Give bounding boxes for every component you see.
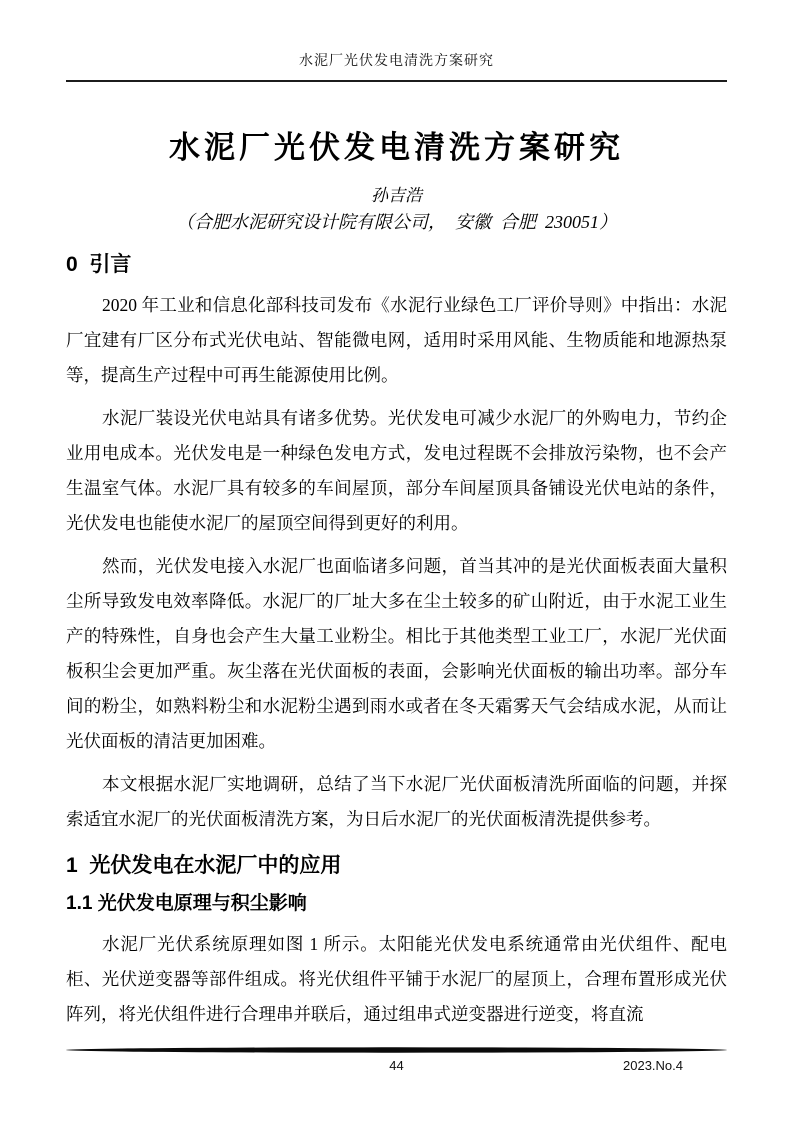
section-heading-0-introduction: 0 引言 [66, 253, 132, 276]
paragraph-4: 本文根据水泥厂实地调研，总结了当下水泥厂光伏面板清洗所面临的问题，并探索适宜水泥厂的光伏面板清洗方案，为日后水泥厂的光伏面板清洗提供参考。 [66, 774, 727, 829]
paragraph-5: 水泥厂光伏系统原理如图 1 所示。太阳能光伏发电系统通常由光伏组件、配电柜、光伏逆变器等部件组成。将光伏组件平铺于水泥厂的屋顶上，合理布置形成光伏阵列，将光伏组件进行合理串并联后，通过组串式逆变器进行逆变，将直流 [66, 934, 727, 1024]
issue-number: 2023.No.4 [623, 1058, 683, 1073]
author-name: 孙吉浩 [371, 186, 422, 205]
article-title: 水泥厂光伏发电清洗方案研究 [169, 130, 624, 165]
author-affiliation: （合肥水泥研究设计院有限公司， 安徽 合肥 230051） [176, 212, 617, 232]
section-heading-1-1: 1.1 光伏发电原理与积尘影响 [66, 893, 307, 914]
running-title: 水泥厂光伏发电清洗方案研究 [299, 54, 494, 69]
footer-rule [66, 1046, 727, 1054]
page-header [66, 52, 727, 82]
article-body [66, 124, 727, 1032]
footer-text-row [66, 1056, 727, 1076]
page-footer [66, 1046, 727, 1076]
section-heading-1: 1 光伏发电在水泥厂中的应用 [66, 854, 342, 877]
paragraph-3: 然而，光伏发电接入水泥厂也面临诸多问题，首当其冲的是光伏面板表面大量积尘所导致发电效率降低。水泥厂的厂址大多在尘土较多的矿山附近，由于水泥工业生产的特殊性，自身也会产生大量工业粉尘。相比于其他类型工业工厂，水泥厂光伏面板积尘会更加严重。灰尘落在光伏面板的表面，会影响光伏面板的输出功率。部分车间的粉尘，如熟料粉尘和水泥粉尘遇到雨水或者在冬天霜雾天气会结成水泥，从而让光伏面板的清洁更加困难。 [66, 556, 727, 751]
page-number: 44 [389, 1058, 404, 1073]
paragraph-1: 2020 年工业和信息化部科技司发布《水泥行业绿色工厂评价导则》中指出：水泥厂宜建有厂区分布式光伏电站、智能微电网，适用时采用风能、生物质能和地源热泵等，提高生产过程中可再生能源使用比例。 [66, 295, 727, 385]
paragraph-2: 水泥厂装设光伏电站具有诸多优势。光伏发电可减少水泥厂的外购电力，节约企业用电成本。光伏发电是一种绿色发电方式，发电过程既不会排放污染物，也不会产生温室气体。水泥厂具有较多的车间屋顶，部分车间屋顶具备铺设光伏电站的条件，光伏发电也能使水泥厂的屋顶空间得到更好的利用。 [66, 408, 727, 533]
